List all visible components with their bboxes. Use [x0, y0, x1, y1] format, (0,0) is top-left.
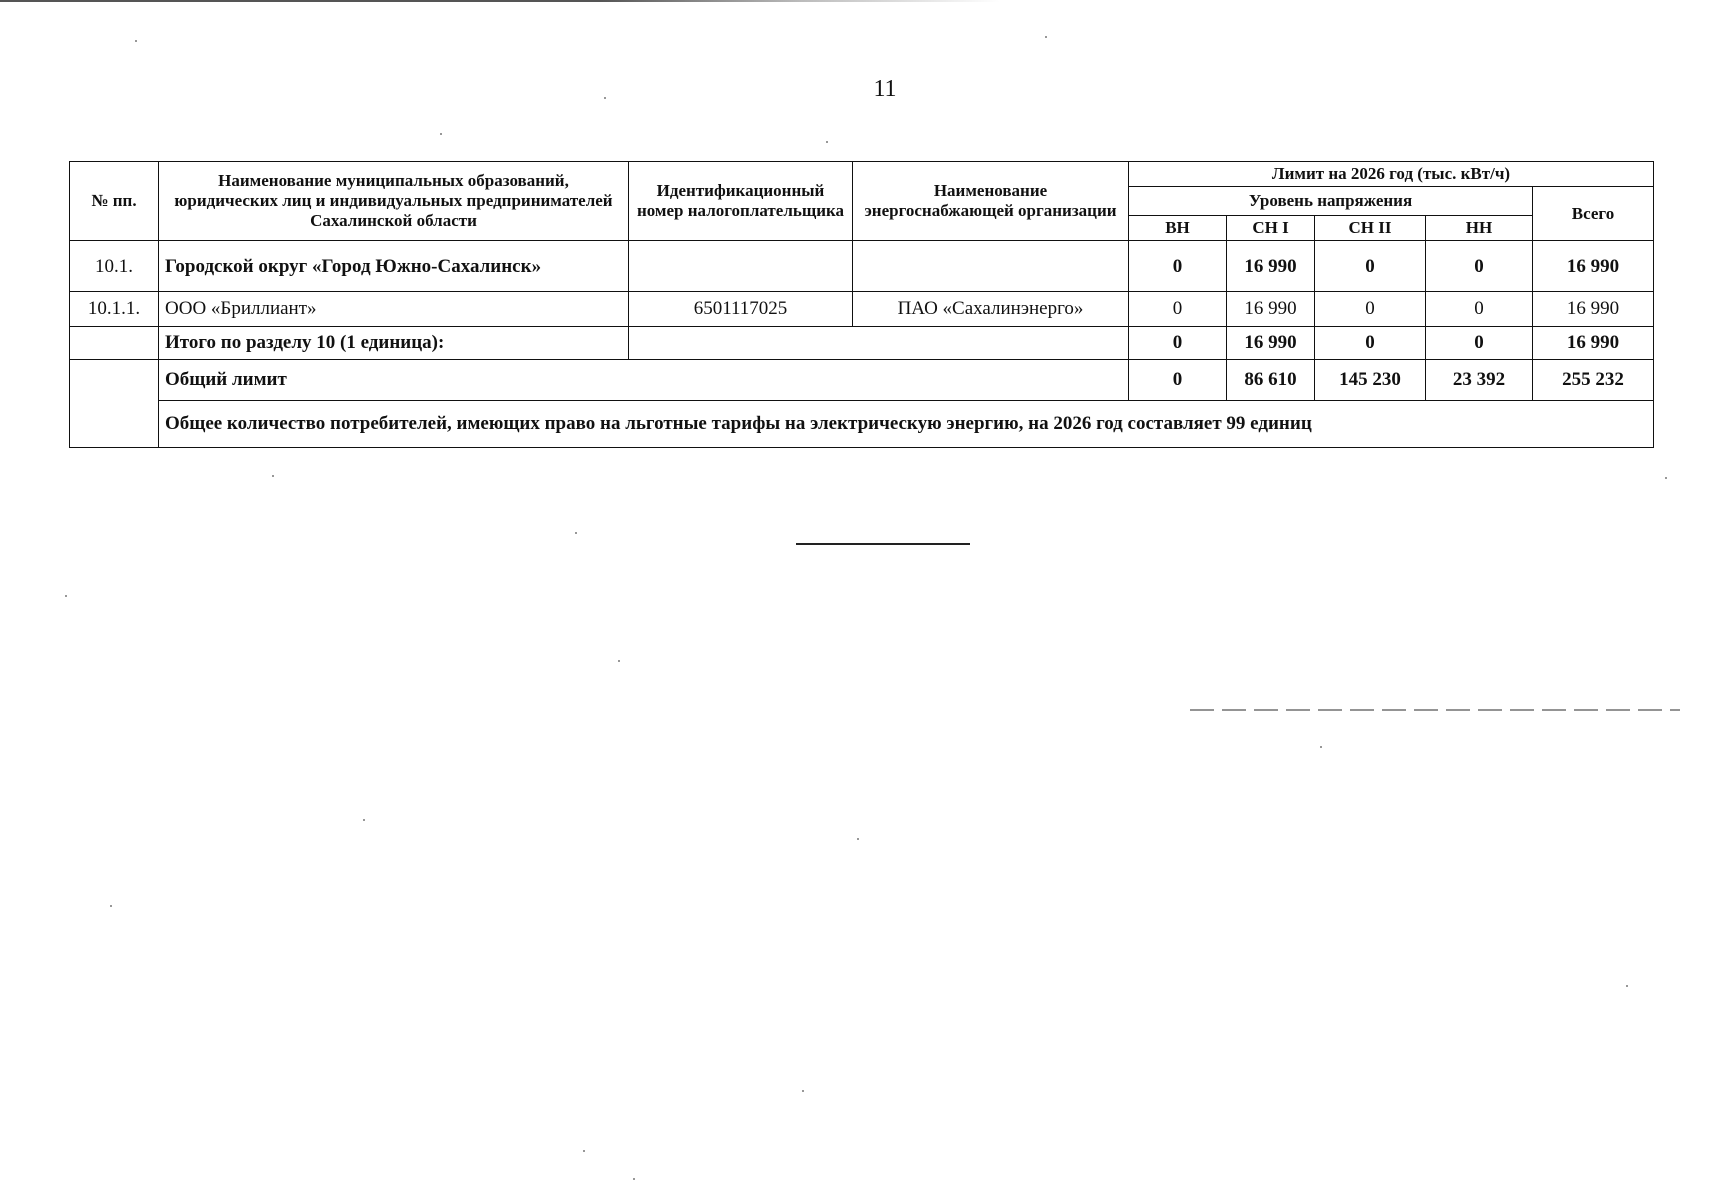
cell-overall-label: Общий лимит	[159, 360, 1129, 401]
header-voltage-level: Уровень напряжения	[1129, 187, 1533, 216]
cell-inn	[629, 241, 853, 292]
cell-summary: Общее количество потребителей, имеющих право на льготные тарифы на электрическую энергию, на 2026 год составляет 99 единиц	[159, 401, 1654, 448]
scan-speck	[575, 532, 577, 534]
scan-speck	[604, 97, 606, 99]
header-supplier: Наименование энергоснабжающей организации	[853, 162, 1129, 241]
header-num: № пп.	[70, 162, 159, 241]
cell-empty-span	[629, 327, 1129, 360]
scan-speck	[110, 905, 112, 907]
consumer-limits-table	[69, 161, 1654, 448]
cell-vn: 0	[1129, 327, 1227, 360]
cell-num-empty	[70, 360, 159, 448]
scan-speck	[363, 819, 365, 821]
scan-speck	[618, 660, 620, 662]
scan-speck	[1665, 477, 1667, 479]
cell-nn: 0	[1426, 241, 1533, 292]
cell-vn: 0	[1129, 360, 1227, 401]
cell-name: ООО «Бриллиант»	[159, 292, 629, 327]
cell-name: Городской округ «Город Южно-Сахалинск»	[159, 241, 629, 292]
cell-sn1: 16 990	[1227, 292, 1315, 327]
cell-num: 10.1.	[70, 241, 159, 292]
cell-nn: 0	[1426, 292, 1533, 327]
cell-nn: 23 392	[1426, 360, 1533, 401]
table-row-overall-limit	[70, 360, 1654, 401]
separator-line	[796, 543, 970, 545]
scan-speck	[440, 133, 442, 135]
scan-speck	[633, 1178, 635, 1180]
header-name: Наименование муниципальных образований, юридических лиц и индивидуальных предпринимателей Сахалинской области	[159, 162, 629, 241]
cell-supplier: ПАО «Сахалинэнерго»	[853, 292, 1129, 327]
header-limit: Лимит на 2026 год (тыс. кВт/ч)	[1129, 162, 1654, 187]
cell-section-total-label: Итого по разделу 10 (1 единица):	[159, 327, 629, 360]
cell-inn: 6501117025	[629, 292, 853, 327]
scan-speck	[583, 1150, 585, 1152]
page-number: 11	[873, 76, 897, 102]
header-inn: Идентификационный номер налогоплательщика	[629, 162, 853, 241]
cell-total: 16 990	[1533, 241, 1654, 292]
scan-speck	[135, 40, 137, 42]
scan-speck	[857, 838, 859, 840]
cell-sn1: 16 990	[1227, 327, 1315, 360]
table-row-consumer	[70, 292, 1654, 327]
cell-nn: 0	[1426, 327, 1533, 360]
scan-artifact-dashes	[1190, 709, 1680, 711]
header-sn2: СН II	[1315, 216, 1426, 241]
header-row-1	[70, 162, 1654, 187]
header-nn: НН	[1426, 216, 1533, 241]
scan-speck	[826, 141, 828, 143]
cell-total: 255 232	[1533, 360, 1654, 401]
table-row-summary	[70, 401, 1654, 448]
cell-sn2: 0	[1315, 292, 1426, 327]
table-row-section-total	[70, 327, 1654, 360]
cell-vn: 0	[1129, 241, 1227, 292]
cell-sn2: 145 230	[1315, 360, 1426, 401]
cell-sn1: 86 610	[1227, 360, 1315, 401]
cell-supplier	[853, 241, 1129, 292]
scan-speck	[802, 1090, 804, 1092]
cell-total: 16 990	[1533, 327, 1654, 360]
cell-sn2: 0	[1315, 241, 1426, 292]
scan-speck	[1045, 36, 1047, 38]
scan-speck	[1320, 746, 1322, 748]
cell-sn1: 16 990	[1227, 241, 1315, 292]
cell-num: 10.1.1.	[70, 292, 159, 327]
cell-total: 16 990	[1533, 292, 1654, 327]
cell-sn2: 0	[1315, 327, 1426, 360]
scan-speck	[1626, 985, 1628, 987]
scan-top-edge	[0, 0, 1000, 2]
cell-num-empty	[70, 327, 159, 360]
header-sn1: СН I	[1227, 216, 1315, 241]
scan-speck	[65, 595, 67, 597]
header-vn: ВН	[1129, 216, 1227, 241]
scan-speck	[272, 475, 274, 477]
header-total: Всего	[1533, 187, 1654, 241]
cell-vn: 0	[1129, 292, 1227, 327]
table-row-municipality	[70, 241, 1654, 292]
